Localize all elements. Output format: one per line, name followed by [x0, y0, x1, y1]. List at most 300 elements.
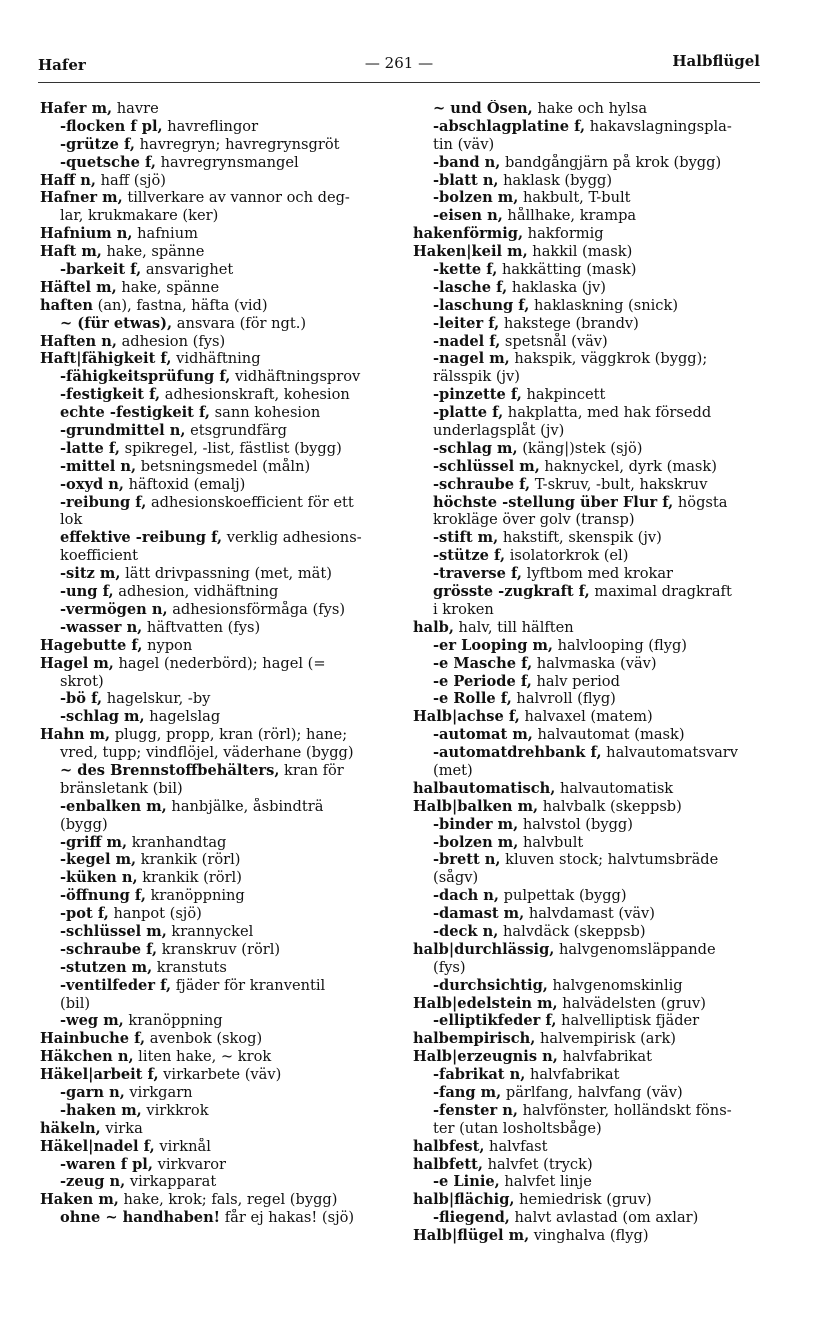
- headword: höchste -stellung über Flur f,: [433, 493, 674, 511]
- definition: hakspik, väggkrok (bygg);: [509, 350, 708, 368]
- definition: halvädelsten (gruv): [557, 994, 706, 1012]
- entry-line: [413, 333, 763, 351]
- entry-continuation-line: [413, 601, 763, 619]
- entry-line: [40, 887, 392, 905]
- left-column: [40, 100, 392, 1227]
- headword: Hafnium n,: [40, 225, 133, 243]
- definition: hake och hylsa: [532, 100, 648, 117]
- headword: Haft|fähigkeit f,: [40, 350, 172, 368]
- definition: halvdamast (väv): [524, 905, 655, 923]
- entry-line: [413, 977, 763, 995]
- definition: halvautomat (mask): [532, 726, 685, 744]
- entry-line: [40, 1138, 392, 1156]
- headword: grösste -zugkraft f,: [433, 583, 590, 601]
- definition: hagelskur, -by: [102, 690, 211, 708]
- entry-line: [413, 1084, 763, 1102]
- definition: hake, krok; fals, regel (bygg): [118, 1191, 338, 1209]
- header-first-entry: Hafer: [38, 56, 86, 74]
- definition: hakplatta, med hak försedd: [503, 404, 712, 422]
- headword: -garn n,: [60, 1083, 125, 1101]
- headword: ohne ~ handhaben!: [60, 1209, 221, 1227]
- headword: Häkel|arbeit f,: [40, 1066, 159, 1084]
- entry-line: [40, 404, 392, 422]
- entry-line: [413, 529, 763, 547]
- entry-line: [40, 243, 392, 261]
- definition: hakpincett: [521, 386, 606, 404]
- entry-line: [40, 494, 392, 512]
- headword: ~ des Brennstoffbehälters,: [60, 761, 280, 779]
- definition: halvstol (bygg): [518, 815, 633, 833]
- headword: -bolzen m,: [433, 189, 519, 207]
- headword: -oxyd n,: [60, 475, 124, 493]
- headword: -bolzen m,: [433, 833, 519, 851]
- headword: -fabrikat n,: [433, 1066, 526, 1084]
- headword: -wasser n,: [60, 618, 143, 636]
- headword: Hainbuche f,: [40, 1030, 146, 1048]
- entry-line: [40, 690, 392, 708]
- definition: virkgarn: [124, 1083, 193, 1101]
- definition: fjäder för kranventil: [171, 976, 326, 994]
- headword: Haken|keil m,: [413, 243, 528, 261]
- entry-line: [40, 172, 392, 190]
- headword: -dach n,: [433, 887, 499, 905]
- entry-line: [40, 154, 392, 172]
- headword: -festigkeit f,: [60, 386, 161, 404]
- definition: kranhandtag: [127, 833, 227, 851]
- definition: haff (sjö): [96, 171, 166, 189]
- headword: Häftel m,: [40, 278, 117, 296]
- entry-line: [413, 1227, 763, 1245]
- entry-line: [413, 386, 763, 404]
- definition: adhesionskoefficient för ett: [146, 493, 354, 511]
- definition: hanbjälke, åsbindträ: [166, 797, 324, 815]
- entry-line: [40, 941, 392, 959]
- headword: -abschlagplatine f,: [433, 117, 586, 135]
- headword: -ventilfeder f,: [60, 976, 172, 994]
- headword: Hagebutte f,: [40, 636, 143, 654]
- definition: virkapparat: [125, 1173, 217, 1191]
- entry-continuation-line: [413, 869, 763, 887]
- entry-line: [40, 350, 392, 368]
- entry-line: [40, 1084, 392, 1102]
- definition: bränsletank (bil): [60, 779, 183, 797]
- entry-continuation-line: [413, 136, 763, 154]
- definition: hakbult, T-bult: [518, 189, 631, 207]
- definition: halvautomatisk: [555, 779, 674, 797]
- entry-continuation-line: [40, 547, 392, 565]
- headword: halbautomatisch,: [413, 779, 556, 797]
- definition: vidhäftningsprov: [230, 368, 361, 386]
- header-last-entry: Halbflügel: [672, 52, 760, 70]
- entry-continuation-line: [40, 995, 392, 1013]
- definition: (bygg): [60, 815, 108, 833]
- headword: -pot f,: [60, 905, 109, 923]
- entry-line: [40, 297, 392, 315]
- definition: pulpettak (bygg): [499, 887, 627, 905]
- entry-line: [413, 637, 763, 655]
- headword: -haken m,: [60, 1101, 142, 1119]
- definition: halvfet (tryck): [482, 1155, 593, 1173]
- entry-line: [40, 386, 392, 404]
- headword: -ung f,: [60, 583, 114, 601]
- headword: -flocken f pl,: [60, 117, 163, 135]
- headword: -mittel n,: [60, 457, 137, 475]
- definition: halvfast: [484, 1137, 548, 1155]
- entry-continuation-line: [40, 673, 392, 691]
- definition: adhesion (fys): [116, 332, 226, 350]
- headword: -stift m,: [433, 529, 499, 547]
- definition: havreflingor: [162, 117, 259, 135]
- entry-line: [40, 1191, 392, 1209]
- definition: hanpot (sjö): [108, 905, 202, 923]
- headword: Halb|balken m,: [413, 797, 539, 815]
- definition: virkvaror: [152, 1155, 226, 1173]
- definition: halvgenomskinlig: [547, 976, 683, 994]
- definition: kranskruv (rörl): [157, 940, 281, 958]
- definition: hagelslag: [144, 708, 221, 726]
- definition: hake, spänne: [101, 243, 205, 261]
- headword: Halb|erzeugnis n,: [413, 1048, 558, 1066]
- headword: -automatdrehbank f,: [433, 744, 602, 762]
- definition: (fys): [433, 958, 466, 976]
- entry-line: [40, 1030, 392, 1048]
- definition: halvdäck (skeppsb): [498, 922, 646, 940]
- definition: halvlooping (flyg): [553, 636, 688, 654]
- definition: halvroll (flyg): [511, 690, 616, 708]
- headword: Haften n,: [40, 332, 117, 350]
- entry-line: [413, 1048, 763, 1066]
- headword: Hahn m,: [40, 726, 111, 744]
- entry-line: [413, 690, 763, 708]
- definition: liten hake, ~ krok: [133, 1048, 272, 1066]
- headword: -griff m,: [60, 833, 128, 851]
- entry-line: [40, 619, 392, 637]
- entry-line: [40, 458, 392, 476]
- definition: krannyckel: [166, 922, 254, 940]
- headword: -öffnung f,: [60, 887, 146, 905]
- definition: halvempirisk (ark): [535, 1030, 676, 1048]
- definition: krokläge över golv (transp): [433, 511, 635, 529]
- definition: halvbult: [518, 833, 584, 851]
- headword: -e Linie,: [433, 1173, 500, 1191]
- entry-line: [413, 440, 763, 458]
- entry-continuation-line: [413, 1120, 763, 1138]
- headword: -schlag m,: [60, 708, 145, 726]
- headword: -lasche f,: [433, 278, 508, 296]
- page-header: [38, 52, 760, 76]
- entry-line: [413, 1209, 763, 1227]
- headword: Häkel|nadel f,: [40, 1137, 155, 1155]
- entry-continuation-line: [413, 762, 763, 780]
- definition: haknyckel, dyrk (mask): [539, 457, 717, 475]
- headword: -fang m,: [433, 1083, 502, 1101]
- headword: Halb|edelstein m,: [413, 994, 558, 1012]
- headword: Haken m,: [40, 1191, 119, 1209]
- definition: (käng|)stek (sjö): [517, 439, 643, 457]
- header-rule: [38, 82, 760, 83]
- entry-line: [40, 726, 392, 744]
- definition: högsta: [673, 493, 728, 511]
- definition: kranöppning: [123, 1012, 223, 1030]
- entry-line: [413, 207, 763, 225]
- definition: ansvara (för ngt.): [172, 314, 307, 332]
- headword: -binder m,: [433, 815, 519, 833]
- definition: hakstege (brandv): [499, 314, 639, 332]
- definition: haklaska (jv): [507, 278, 606, 296]
- definition: halvaxel (matem): [519, 708, 653, 726]
- headword: Hafner m,: [40, 189, 123, 207]
- definition: skrot): [60, 672, 104, 690]
- definition: hakkätting (mask): [497, 261, 637, 279]
- definition: hemiedrisk (gruv): [514, 1191, 652, 1209]
- entry-line: [413, 655, 763, 673]
- headword: hakenförmig,: [413, 225, 524, 243]
- definition: halvfet linje: [499, 1173, 592, 1191]
- definition: virkkrok: [141, 1101, 209, 1119]
- headword: haften: [40, 296, 93, 314]
- entry-line: [40, 905, 392, 923]
- entry-line: [40, 1066, 392, 1084]
- definition: hakkil (mask): [527, 243, 633, 261]
- definition: lok: [60, 511, 83, 529]
- entry-continuation-line: [413, 422, 763, 440]
- definition: adhesionskraft, kohesion: [160, 386, 350, 404]
- definition: haklaskning (snick): [529, 296, 679, 314]
- definition: (bil): [60, 994, 91, 1012]
- headword: -blatt n,: [433, 171, 499, 189]
- headword: -schraube f,: [433, 475, 531, 493]
- headword: Hagel m,: [40, 654, 114, 672]
- definition: häftoxid (emalj): [123, 475, 246, 493]
- entry-line: [40, 279, 392, 297]
- definition: virka: [100, 1119, 143, 1137]
- entry-line: [413, 1102, 763, 1120]
- entry-line: [413, 118, 763, 136]
- definition: spetsnål (väv): [500, 332, 608, 350]
- definition: kluven stock; halvtumsbräde: [500, 851, 719, 869]
- entry-line: [413, 1173, 763, 1191]
- definition: underlagsplåt (jv): [433, 422, 565, 440]
- headword: -leiter f,: [433, 314, 500, 332]
- definition: vinghalva (flyg): [529, 1227, 649, 1245]
- entry-line: [413, 100, 763, 118]
- definition: hakstift, skenspik (jv): [498, 529, 662, 547]
- headword: -eisen n,: [433, 207, 503, 225]
- entry-line: [413, 1066, 763, 1084]
- headword: -grütze f,: [60, 135, 135, 153]
- headword: -küken n,: [60, 869, 138, 887]
- headword: effektive -reibung f,: [60, 529, 223, 547]
- entry-line: [40, 708, 392, 726]
- entry-line: [40, 136, 392, 154]
- entry-line: [413, 905, 763, 923]
- definition: halv period: [531, 672, 620, 690]
- definition: halvfönster, holländskt föns-: [517, 1101, 732, 1119]
- entry-line: [40, 476, 392, 494]
- headword: -weg m,: [60, 1012, 124, 1030]
- definition: krankik (rörl): [136, 851, 241, 869]
- entry-continuation-line: [40, 780, 392, 798]
- entry-line: [40, 959, 392, 977]
- definition: havre: [112, 100, 159, 117]
- headword: -bö f,: [60, 690, 103, 708]
- entry-line: [40, 1012, 392, 1030]
- definition: adhesion, vidhäftning: [113, 583, 279, 601]
- entry-line: [413, 1030, 763, 1048]
- definition: halvfabrikat: [525, 1066, 620, 1084]
- entry-line: [413, 798, 763, 816]
- entry-line: [40, 440, 392, 458]
- definition: kranstuts: [152, 958, 227, 976]
- headword: Haft m,: [40, 243, 102, 261]
- entry-line: [413, 1012, 763, 1030]
- entry-line: [413, 1191, 763, 1209]
- definition: halv, till hälften: [453, 618, 574, 636]
- headword: -brett n,: [433, 851, 501, 869]
- entry-line: [413, 189, 763, 207]
- definition: lyftbom med krokar: [522, 565, 674, 583]
- headword: -fähigkeitsprüfung f,: [60, 368, 231, 386]
- entry-continuation-line: [40, 816, 392, 834]
- entry-line: [413, 834, 763, 852]
- entry-line: [40, 923, 392, 941]
- headword: halb,: [413, 618, 454, 636]
- definition: maximal dragkraft: [589, 583, 732, 601]
- definition: pärlfang, halvfang (väv): [501, 1083, 683, 1101]
- definition: virknål: [154, 1137, 211, 1155]
- definition: sann kohesion: [210, 404, 321, 422]
- headword: -stutzen m,: [60, 958, 153, 976]
- definition: hakformig: [523, 225, 604, 243]
- entry-line: [413, 923, 763, 941]
- headword: -vermögen n,: [60, 600, 168, 618]
- headword: ~ (für etwas),: [60, 314, 173, 332]
- headword: -e Periode f,: [433, 672, 532, 690]
- entry-line: [40, 333, 392, 351]
- entry-line: [413, 1156, 763, 1174]
- definition: lar, krukmakare (ker): [60, 207, 219, 225]
- headword: -schlüssel m,: [60, 922, 167, 940]
- headword: halbempirisch,: [413, 1030, 536, 1048]
- headword: ~ und Ösen,: [433, 100, 533, 117]
- headword: Haff n,: [40, 171, 96, 189]
- entry-line: [413, 350, 763, 368]
- entry-continuation-line: [40, 744, 392, 762]
- entry-line: [40, 1173, 392, 1191]
- headword: -damast m,: [433, 905, 525, 923]
- headword: häkeln,: [40, 1119, 101, 1137]
- entry-line: [40, 189, 392, 207]
- headword: Hafer m,: [40, 100, 113, 117]
- headword: -deck n,: [433, 922, 499, 940]
- headword: -zeug n,: [60, 1173, 126, 1191]
- entry-line: [413, 404, 763, 422]
- headword: -traverse f,: [433, 565, 523, 583]
- entry-line: [40, 529, 392, 547]
- definition: isolatorkrok (el): [505, 547, 629, 565]
- entry-line: [40, 118, 392, 136]
- definition: koefficient: [60, 547, 139, 565]
- headword: -er Looping m,: [433, 636, 554, 654]
- entry-line: [40, 1102, 392, 1120]
- headword: -automat m,: [433, 726, 533, 744]
- entry-continuation-line: [40, 511, 392, 529]
- entry-line: [413, 744, 763, 762]
- entry-line: [40, 583, 392, 601]
- definition: vidhäftning: [171, 350, 261, 368]
- entry-line: [40, 1209, 392, 1227]
- headword: -stütze f,: [433, 547, 506, 565]
- entry-line: [413, 297, 763, 315]
- headword: -kegel m,: [60, 851, 137, 869]
- entry-line: [413, 583, 763, 601]
- entry-line: [40, 869, 392, 887]
- headword: -e Rolle f,: [433, 690, 512, 708]
- entry-line: [413, 458, 763, 476]
- entry-line: [413, 995, 763, 1013]
- definition: kranöppning: [145, 887, 245, 905]
- entry-line: [413, 243, 763, 261]
- headword: -kette f,: [433, 261, 498, 279]
- definition: etsgrundfärg: [185, 422, 287, 440]
- headword: -laschung f,: [433, 296, 530, 314]
- headword: -schlüssel m,: [433, 457, 540, 475]
- definition: (met): [433, 761, 473, 779]
- headword: -fenster n,: [433, 1101, 518, 1119]
- page-number: — 261 —: [364, 54, 434, 72]
- definition: tin (väv): [433, 135, 495, 153]
- definition: i kroken: [433, 600, 494, 618]
- headword: Halb|achse f,: [413, 708, 520, 726]
- entry-line: [40, 834, 392, 852]
- entry-line: [413, 547, 763, 565]
- entry-line: [413, 816, 763, 834]
- headword: -reibung f,: [60, 493, 147, 511]
- definition: lätt drivpassning (met, mät): [120, 565, 332, 583]
- right-column: [413, 100, 763, 1245]
- definition: halvgenomsläppande: [554, 940, 716, 958]
- definition: hållhake, krampa: [502, 207, 637, 225]
- entry-line: [40, 1156, 392, 1174]
- entry-line: [413, 726, 763, 744]
- entry-line: [40, 798, 392, 816]
- entry-continuation-line: [413, 511, 763, 529]
- entry-line: [40, 422, 392, 440]
- headword: -schraube f,: [60, 940, 158, 958]
- definition: verklig adhesions-: [222, 529, 362, 547]
- headword: -nagel m,: [433, 350, 510, 368]
- definition: betsningsmedel (måln): [136, 457, 311, 475]
- definition: (an), fastna, häfta (vid): [92, 296, 268, 314]
- entry-line: [40, 601, 392, 619]
- entry-line: [40, 762, 392, 780]
- definition: nypon: [142, 636, 193, 654]
- entry-line: [413, 494, 763, 512]
- entry-line: [413, 780, 763, 798]
- definition: havregrynsmangel: [156, 153, 299, 171]
- entry-line: [413, 154, 763, 172]
- definition: halvt avlastad (om axlar): [509, 1209, 699, 1227]
- definition: ansvarighet: [141, 261, 234, 279]
- headword: -durchsichtig,: [433, 976, 548, 994]
- headword: -band n,: [433, 153, 501, 171]
- definition: kran för: [279, 761, 344, 779]
- definition: ter (utan losholtsbåge): [433, 1119, 602, 1137]
- definition: hake, spänne: [116, 278, 220, 296]
- definition: T-skruv, -bult, hakskruv: [530, 475, 708, 493]
- headword: -sitz m,: [60, 565, 121, 583]
- entry-line: [413, 941, 763, 959]
